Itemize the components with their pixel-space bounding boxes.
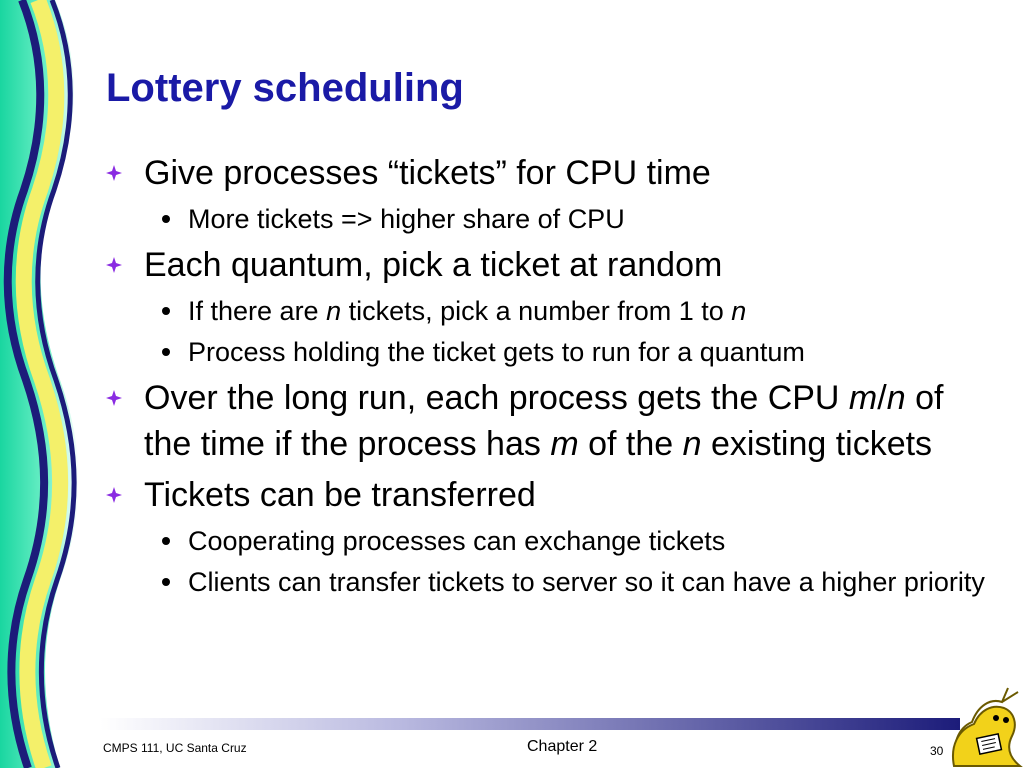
footer-chapter: Chapter 2 (527, 738, 598, 755)
fraction-slash: / (877, 379, 887, 417)
sub-bullet-text: Process holding the ticket gets to run for a quantum (188, 337, 805, 367)
bullet-list (106, 150, 986, 605)
bullet-item (106, 150, 986, 196)
bullet-dot-icon (162, 348, 170, 356)
sub-bullet-text-part: If there are (188, 296, 327, 326)
bullet-text-part: of the time if the process has (144, 379, 944, 463)
variable-n: n (886, 379, 906, 417)
sub-bullet-text-part: tickets, pick a number from 1 to (341, 296, 732, 326)
bullet-text: Give processes “tickets” for CPU time (144, 154, 711, 192)
variable-n: n (731, 296, 747, 326)
variable-m: m (848, 379, 878, 417)
four-petal-diamond-icon (106, 390, 122, 406)
page-number: 30 (930, 744, 944, 758)
footer-course: CMPS 111, UC Santa Cruz (103, 741, 247, 755)
variable-n: n (682, 425, 702, 463)
sub-bullet-item (106, 334, 986, 371)
bullet-item (106, 242, 986, 288)
left-wave-decoration (0, 0, 95, 768)
bullet-text: Each quantum, pick a ticket at random (144, 246, 723, 284)
bullet-dot-icon (162, 537, 170, 545)
bullet-dot-icon (162, 215, 170, 223)
bullet-text-part: of the (578, 425, 683, 463)
four-petal-diamond-icon (106, 257, 122, 273)
slug-mascot-icon (948, 684, 1024, 768)
sub-bullet-text: Clients can transfer tickets to server so it can have a higher priority (188, 567, 985, 597)
bullet-text: Tickets can be transferred (144, 476, 536, 514)
slide-title: Lottery scheduling (106, 66, 464, 110)
variable-n: n (326, 296, 342, 326)
sub-bullet-item (106, 564, 986, 601)
four-petal-diamond-icon (106, 165, 122, 181)
variable-m: m (550, 425, 579, 463)
bullet-text-part: Over the long run, each process gets the CPU (144, 379, 849, 417)
bullet-dot-icon (162, 307, 170, 315)
bullet-text-part: existing tickets (701, 425, 933, 463)
sub-bullet-item (106, 201, 986, 238)
sub-bullet-item (106, 293, 986, 330)
sub-bullet-item (106, 523, 986, 560)
sub-bullet-text: Cooperating processes can exchange tickets (188, 526, 726, 556)
bullet-dot-icon (162, 578, 170, 586)
bullet-item (106, 375, 986, 467)
sub-bullet-text: More tickets => higher share of CPU (188, 204, 625, 234)
four-petal-diamond-icon (106, 487, 122, 503)
footer-divider (100, 718, 960, 730)
bullet-item (106, 472, 986, 518)
